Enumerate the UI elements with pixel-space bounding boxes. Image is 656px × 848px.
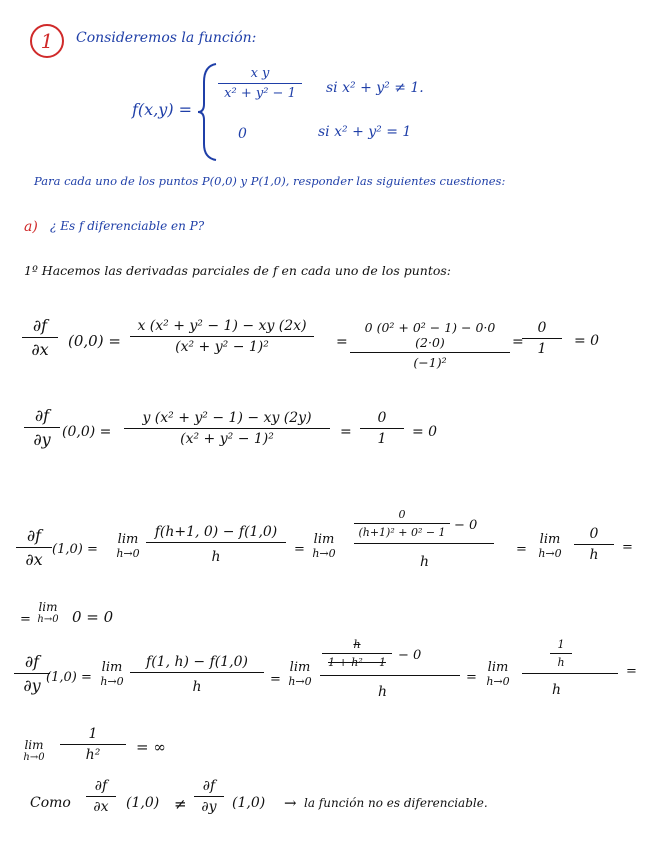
definition-lhs: f(x,y) = (132, 100, 193, 119)
eq4-numerator: f(1, h) − f(1,0) (146, 654, 248, 670)
step1-text: 1º Hacemos las derivadas parciales de f en cada uno de los puntos: (24, 263, 451, 278)
eq3-lim-sub: h→0 (116, 547, 140, 560)
eq4-lim3-sub: h→0 (486, 675, 510, 688)
case2-value: 0 (238, 126, 247, 142)
eq3-limit3 (532, 532, 568, 560)
eq1-fraction3 (522, 320, 562, 357)
eq1-equals2: = (512, 334, 524, 350)
eq4-limit (94, 660, 130, 688)
eq1-result: = 0 (574, 333, 600, 349)
eq2-fraction2 (360, 410, 404, 447)
eq5-fraction (60, 726, 126, 763)
eq4-partial-num: ∂f (24, 652, 40, 671)
eq3-numerator: f(h+1, 0) − f(1,0) (154, 524, 278, 540)
eq5-numerator: 1 (88, 726, 98, 742)
eq1-denominator3: 1 (537, 341, 547, 357)
eq3b-limit (32, 600, 64, 625)
eq3-inner-num: 0 (398, 508, 406, 521)
eq4-point: (1,0) = (46, 670, 92, 685)
eq4-inner-den: 1 + h² − 1 (328, 656, 386, 669)
case1-condition: si x² + y² ≠ 1. (326, 80, 424, 96)
eq3-partial-num: ∂f (26, 526, 42, 545)
conclusion-como: Como (30, 795, 71, 811)
conclusion-partial1 (86, 778, 116, 815)
eq4-inner-num: h (353, 638, 361, 651)
eq3-den2: h (420, 554, 430, 570)
conclusion-n2: ∂f (202, 778, 216, 794)
eq5-lim-sub: h→0 (23, 752, 45, 763)
eq2-equals: = (340, 424, 352, 440)
case1-numerator: x y (250, 66, 270, 81)
eq2-denominator2: 1 (377, 431, 387, 447)
eq1-denominator2: (−1)² (413, 355, 447, 370)
eq1-fraction2 (350, 320, 510, 370)
eq3-limit2 (306, 532, 342, 560)
conclusion-d1: ∂x (93, 799, 109, 815)
part-a-label: a) (24, 219, 38, 235)
conclusion-neq: ≠ (174, 795, 187, 813)
conclusion-arrow: → (284, 794, 297, 812)
eq4-main-bar3 (522, 673, 618, 674)
eq2-point: (0,0) = (62, 424, 112, 440)
conclusion-point2: (1,0) (232, 795, 266, 811)
eq5-limit (18, 738, 50, 763)
eq3-inner-fraction (354, 508, 450, 539)
eq4-lim2: lim (289, 660, 311, 675)
eq1-partial-den: ∂x (31, 340, 49, 359)
problem-number: 1 (30, 24, 64, 58)
eq4-equals: = (270, 672, 281, 687)
eq1-partial-num: ∂f (32, 316, 48, 335)
eq3-denominator: h (211, 549, 221, 565)
case2-condition: si x² + y² = 1 (318, 124, 412, 140)
eq4-lim3: lim (487, 660, 509, 675)
eq3-lim3: lim (539, 532, 561, 547)
conclusion-d2: ∂y (201, 799, 217, 815)
eq4-inner-fraction (322, 638, 392, 669)
eq2-denominator: (x² + y² − 1)² (180, 431, 274, 447)
eq3-limit (110, 532, 146, 560)
eq3b-prefix: = (20, 612, 31, 627)
eq1-denominator: (x² + y² − 1)² (175, 339, 269, 355)
part-a-question: ¿ Es f diferenciable en P? (50, 219, 205, 233)
eq3-lim2: lim (313, 532, 335, 547)
eq5-lim: lim (24, 738, 44, 752)
eq3-partial (16, 526, 52, 569)
conclusion-n1: ∂f (94, 778, 108, 794)
eq4-lim: lim (101, 660, 123, 675)
eq4-denominator3: h (557, 656, 565, 669)
eq4-den4: h (552, 682, 562, 698)
eq4-numerator3: 1 (557, 638, 565, 651)
eq4-limit2 (282, 660, 318, 688)
eq3-point: (1,0) = (52, 542, 98, 557)
eq5-denominator: h² (85, 747, 101, 763)
eq4-main-bar (320, 675, 460, 676)
eq2-partial-den: ∂y (33, 430, 51, 449)
eq4-equals3: = (626, 664, 637, 679)
eq3-minus0: − 0 (454, 518, 478, 533)
eq3b-lim-sub: h→0 (37, 614, 59, 625)
eq2-result: = 0 (412, 424, 438, 440)
left-brace (196, 62, 220, 162)
eq4-partial-den: ∂y (23, 676, 41, 695)
eq3b-lim: lim (38, 600, 58, 614)
conclusion-partial2 (194, 778, 224, 815)
eq3b-body: 0 = 0 (72, 608, 114, 626)
eq4-partial (14, 652, 50, 695)
eq3-lim3-sub: h→0 (538, 547, 562, 560)
eq3-lim2-sub: h→0 (312, 547, 336, 560)
eq2-partial-num: ∂f (34, 406, 50, 425)
eq3-equals: = (294, 542, 305, 557)
eq1-partial (22, 316, 58, 359)
eq3-numerator3: 0 (589, 526, 599, 542)
eq5-result: = ∞ (136, 738, 166, 756)
eq1-fraction (130, 318, 314, 355)
eq4-minus0: − 0 (398, 648, 422, 663)
case1-denominator: x² + y² − 1 (224, 86, 296, 101)
eq3-lim: lim (117, 532, 139, 547)
eq1-point: (0,0) = (68, 332, 121, 350)
eq2-fraction (124, 410, 330, 447)
eq4-inner-fraction3 (550, 638, 572, 669)
case1-fraction (218, 66, 302, 101)
eq4-fraction (130, 654, 264, 695)
conclusion-text: la función no es diferenciable. (304, 796, 488, 810)
eq4-den2: h (378, 684, 388, 700)
eq1-numerator2: 0 (0² + 0² − 1) − 0·0 (2·0) (364, 320, 496, 350)
eq1-equals: = (336, 334, 348, 350)
eq3-fraction3 (574, 526, 614, 563)
eq3-equals2: = (516, 542, 527, 557)
eq2-numerator2: 0 (377, 410, 387, 426)
eq1-numerator: x (x² + y² − 1) − xy (2x) (137, 318, 307, 334)
eq4-lim-sub: h→0 (100, 675, 124, 688)
eq3-denominator3: h (589, 547, 599, 563)
eq4-equals2: = (466, 670, 477, 685)
eq1-numerator3: 0 (537, 320, 547, 336)
intro-text: Consideremos la función: (76, 30, 257, 46)
eq2-partial (24, 406, 60, 449)
conclusion-point1: (1,0) (126, 795, 160, 811)
eq4-denominator: h (192, 679, 202, 695)
eq3-main-bar (354, 543, 494, 544)
points-instruction: Para cada uno de los puntos P(0,0) y P(1,0), responder las siguientes cuestiones: (34, 174, 506, 188)
eq3-inner-den: (h+1)² + 0² − 1 (358, 526, 446, 539)
eq2-numerator: y (x² + y² − 1) − xy (2y) (142, 410, 312, 426)
eq4-limit3 (480, 660, 516, 688)
eq3-partial-den: ∂x (25, 550, 43, 569)
eq4-lim2-sub: h→0 (288, 675, 312, 688)
eq3-equals3: = (622, 540, 633, 555)
eq3-fraction (146, 524, 286, 565)
